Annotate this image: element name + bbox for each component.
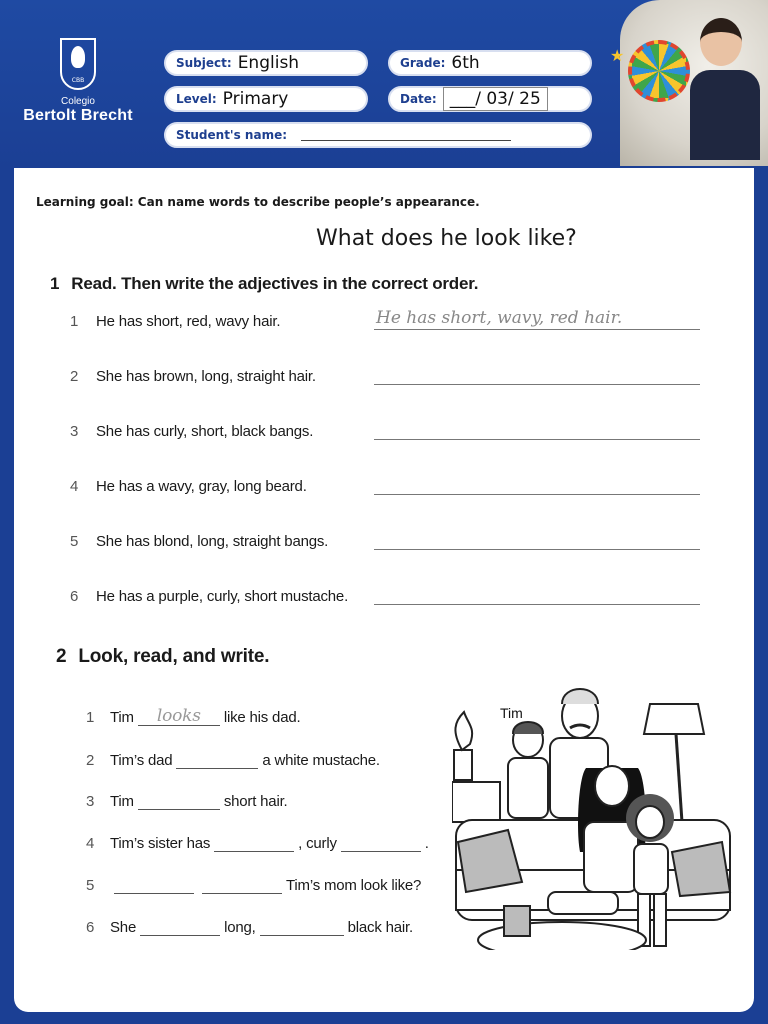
star-icon: ★: [610, 48, 625, 65]
ferris-wheel-toy: [628, 40, 690, 102]
learning-goal: Learning goal: Can name words to describe people’s appearance.: [36, 195, 480, 209]
answer-line-3[interactable]: [374, 418, 700, 440]
subject-field[interactable]: [164, 50, 368, 76]
blank-5b[interactable]: [202, 876, 282, 894]
section1-item: 6 He has a purple, curly, short mustache.: [70, 581, 710, 605]
subject-value: English: [237, 53, 300, 73]
logo-brand-text: Bertolt Brecht: [23, 107, 133, 124]
grade-field[interactable]: [388, 50, 592, 76]
family-illustration: [452, 682, 734, 950]
section1-item: 5 She has blond, long, straight bangs.: [70, 526, 710, 550]
student-photo: [620, 0, 768, 166]
school-logo: [18, 38, 138, 125]
section2-item: 4 Tim’s sister has , curly .: [86, 835, 429, 852]
section1-item: 2 She has brown, long, straight hair.: [70, 361, 710, 385]
date-label: Date:: [400, 92, 437, 106]
header-banner: [0, 0, 768, 168]
level-field[interactable]: [164, 86, 368, 112]
answer-line-6[interactable]: [374, 583, 700, 605]
blank-4a[interactable]: [214, 834, 294, 852]
section2-title: 2 Look, read, and write.: [56, 646, 270, 667]
student-name-label: Student's name:: [176, 128, 288, 142]
grade-label: Grade:: [400, 56, 446, 70]
logo-colegio-text: Colegio: [61, 96, 95, 107]
blank-3[interactable]: [138, 792, 220, 810]
child-figure: [690, 10, 760, 160]
blank-6b[interactable]: [260, 918, 344, 936]
subject-label: Subject:: [176, 56, 232, 70]
section1-item: 1 He has short, red, wavy hair. He has short, wavy, red hair.: [70, 306, 710, 330]
section2-item: 2 Tim’s dad a white mustache.: [86, 752, 380, 769]
level-value: Primary: [222, 89, 289, 109]
blank-2[interactable]: [176, 751, 258, 769]
family-drawing: [452, 682, 734, 950]
tim-label: Tim: [500, 705, 523, 721]
section1-title: 1 Read. Then write the adjectives in the correct order.: [50, 274, 479, 293]
section1-item: 3 She has curly, short, black bangs.: [70, 416, 710, 440]
grade-value: 6th: [451, 53, 480, 73]
section2-item: 1 Tim looks like his dad.: [86, 706, 301, 726]
page-title: What does he look like?: [316, 226, 577, 251]
section2-item: 6 She long, black hair.: [86, 919, 413, 936]
answer-line-5[interactable]: [374, 528, 700, 550]
answer-line-4[interactable]: [374, 473, 700, 495]
student-name-field[interactable]: [164, 122, 592, 148]
student-name-line[interactable]: [301, 129, 511, 141]
blank-5a[interactable]: [114, 876, 194, 894]
date-field[interactable]: [388, 86, 592, 112]
level-label: Level:: [176, 92, 217, 106]
answer-line-2[interactable]: [374, 363, 700, 385]
date-value: ___/ 03/ 25: [443, 87, 548, 111]
blank-1[interactable]: looks: [138, 708, 220, 726]
torch-shield-icon: CBB: [60, 38, 96, 90]
section2-item: 3 Tim short hair.: [86, 793, 288, 810]
section1-item: 4 He has a wavy, gray, long beard.: [70, 471, 710, 495]
answer-line-1[interactable]: He has short, wavy, red hair.: [374, 308, 700, 330]
section2-item: 5 Tim’s mom look like?: [86, 877, 422, 894]
blank-4b[interactable]: [341, 834, 421, 852]
blank-6a[interactable]: [140, 918, 220, 936]
